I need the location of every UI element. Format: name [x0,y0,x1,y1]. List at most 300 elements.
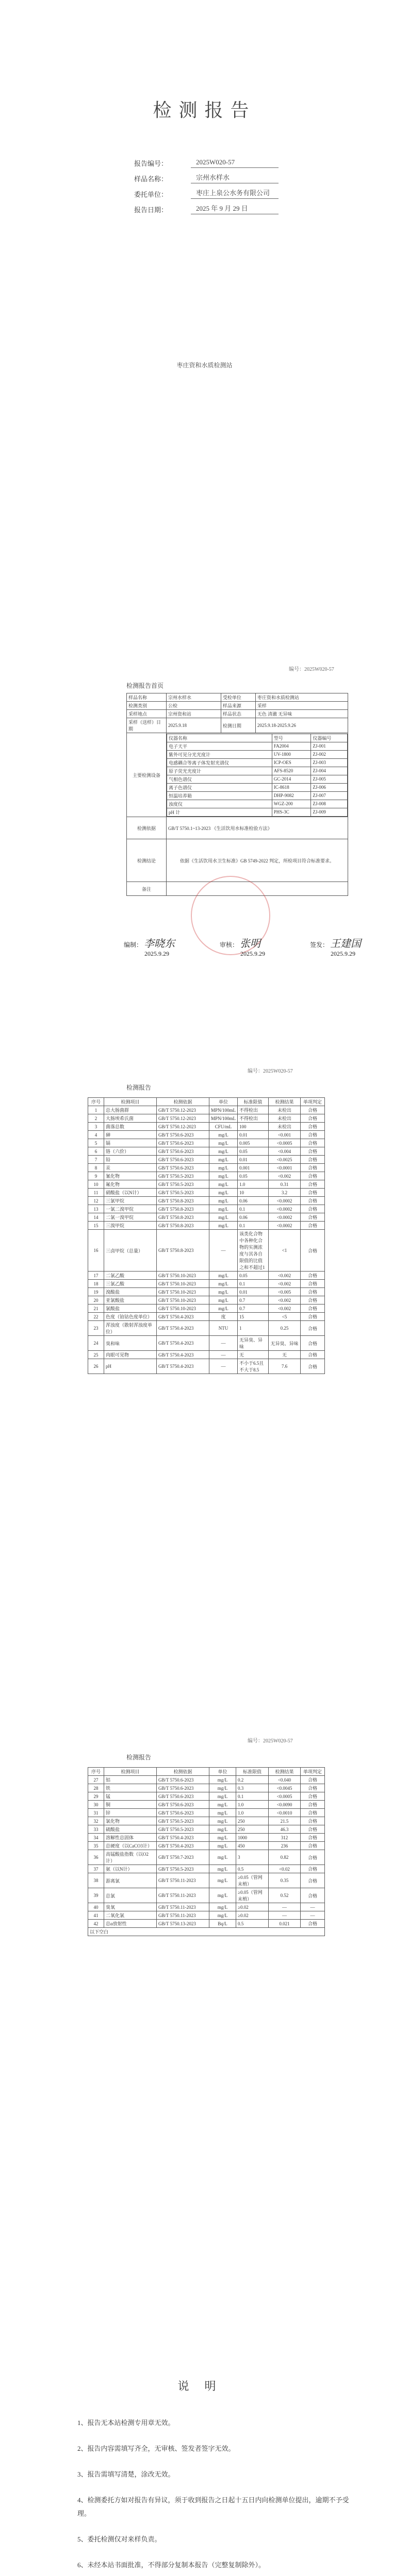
table-cell: 合格 [301,1222,325,1230]
table-cell: 合格 [301,1321,325,1336]
basis-row [127,817,348,839]
table-cell: GB/T 5750.4-2023 [157,1321,209,1336]
table-cell: 0.52 [269,1888,301,1903]
table-cell: mg/L [209,1776,236,1784]
table-row [88,1776,325,1784]
table-cell: 0.25 [269,1321,301,1336]
conclusion-value: 依据《生活饮用水卫生标准》GB 5749-2022 判定，所检项目符合标准要求。 [167,839,348,882]
summary-value: 采样 [255,702,348,710]
table-cell: — [209,1351,238,1359]
table-cell: 0.5 [236,1865,269,1873]
table-cell: 0.5 [236,1920,269,1928]
table-cell: 4 [88,1131,104,1139]
basis-label: 检测依据 [127,817,167,839]
page-number: 编号：2025W020-57 [248,1738,293,1744]
table-cell: 臭和味 [104,1336,157,1351]
table-cell: GB/T 5750.8-2023 [157,1213,209,1222]
table-cell: 总α放射性 [104,1920,157,1928]
cover-value: 2025 年 9 月 29 日 [191,203,279,214]
table-cell: <0.0002 [269,1205,301,1213]
table-cell: GB/T 5750.10-2023 [157,1304,209,1313]
table-cell: GB/T 5750.6-2023 [157,1784,209,1792]
table-cell: mg/L [209,1131,238,1139]
table-cell: 312 [269,1834,301,1842]
instrument-model: 型号 [272,734,311,742]
summary-table [126,693,348,896]
table-cell: 24 [88,1336,104,1351]
table-cell: 450 [236,1842,269,1850]
table-cell: 合格 [301,1825,325,1834]
note-item: 5、委托检测仅对来样负责。 [77,2535,161,2543]
table-cell: 合格 [301,1304,325,1313]
table-row [88,1888,325,1903]
table-cell: 合格 [301,1147,325,1156]
signer-date: 2025.9.29 [144,950,169,957]
table-cell: 0.3 [236,1784,269,1792]
table-cell: 合格 [301,1189,325,1197]
table-cell: 11 [88,1189,104,1197]
table-row [88,1920,325,1928]
table-cell: GB/T 5750.6-2023 [157,1164,209,1172]
table-row [88,1321,325,1336]
instrument-row [167,758,348,767]
table-cell: mg/L [209,1213,238,1222]
instrument-name: pH 计 [167,808,272,816]
note-item: 4、检测委托方如对报告有异议，须于收到报告之日起十五日内向检测单位提出，逾期不予受理。 [77,2496,349,2517]
table-cell: mg/L [209,1139,238,1147]
table-cell: <0.001 [269,1131,301,1139]
table-cell: 氨（以N计） [104,1865,157,1873]
table-cell: GB/T 5750.6-2023 [157,1792,209,1801]
table-cell: 三溴甲烷 [104,1222,157,1230]
note-item: 3、报告需填写清楚，涂改无效。 [77,2470,175,2478]
table-cell: 度 [209,1313,238,1321]
table-cell: 合格 [301,1172,325,1180]
table-row [88,1123,325,1131]
summary-value: 2025.9.18 [167,718,221,733]
table-cell: GB/T 5750.5-2023 [157,1189,209,1197]
table-cell: 未检出 [269,1123,301,1131]
table-row [88,1834,325,1842]
table-cell: 无 [269,1351,301,1359]
notes-title: 说明 [177,2380,232,2393]
table-row [88,1205,325,1213]
table-cell: 铝 [104,1776,157,1784]
table-cell: GB/T 5750.6-2023 [157,1156,209,1164]
table-cell: 硝酸盐（以N计） [104,1189,157,1197]
col-header: 标准限值 [238,1098,269,1106]
table-cell: GB/T 5750.10-2023 [157,1280,209,1288]
table-cell: mg/L [209,1792,236,1801]
signer-signature: 张明 [240,937,261,950]
table-cell: GB/T 5750.10-2023 [157,1272,209,1280]
table-cell: GB/T 5750.6-2023 [157,1131,209,1139]
table-cell: <0.0005 [269,1139,301,1147]
table-cell: 合格 [301,1336,325,1351]
table-cell: 18 [88,1280,104,1288]
table-row [88,1147,325,1156]
table-cell: 32 [88,1817,104,1825]
table-cell: 15 [238,1313,269,1321]
table-row [88,1288,325,1296]
table-cell: 合格 [301,1156,325,1164]
instrument-name: 恒温培养箱 [167,791,272,800]
table-cell: 0.7 [238,1296,269,1304]
page-number: 编号：2025W020-57 [248,1069,293,1074]
results-table-2 [88,1767,325,1936]
table-cell: mg/L [209,1147,238,1156]
summary-label: 受检单位 [221,693,255,702]
table-row [88,1272,325,1280]
table-cell: mg/L [209,1272,238,1280]
table-row [88,1106,325,1114]
summary-value: 宗州水样水 [167,693,221,702]
table-cell: 合格 [301,1123,325,1131]
instrument-id: ZJ-005 [311,775,348,783]
table-cell: pH [104,1359,157,1374]
table-row [88,1825,325,1834]
instrument-name: 原子荧光光度计 [167,767,272,775]
table-cell: mg/L [209,1801,236,1809]
table-cell: 0.01 [238,1288,269,1296]
table-row [88,1156,325,1164]
table-cell: 总大肠菌群 [104,1106,157,1114]
table-cell: 21.5 [269,1817,301,1825]
table-cell: mg/L [209,1911,236,1920]
table-cell: 36 [88,1850,104,1865]
instrument-row [167,808,348,816]
table-cell: 合格 [301,1230,325,1272]
col-header: 序号 [88,1768,104,1776]
results-header-row [88,1098,325,1106]
table-cell: GB/T 5750.4-2023 [157,1313,209,1321]
signer-signature: 王建国 [330,937,361,950]
table-cell: 37 [88,1865,104,1873]
signer-editor [124,935,175,958]
table-cell: <0.0002 [269,1222,301,1230]
instrument-model: ICP-OES [272,758,311,767]
table-cell: 合格 [301,1213,325,1222]
table-cell: GB/T 5750.8-2023 [157,1230,209,1272]
cover-row-sample-name [134,170,351,183]
table-row [88,1197,325,1205]
table-row [88,1842,325,1850]
table-cell: mg/L [209,1817,236,1825]
cover-row-report-no [134,155,351,168]
table-cell: — [269,1911,301,1920]
table-cell: 氯酸盐 [104,1304,157,1313]
table-cell: 0.7 [238,1304,269,1313]
table-cell: 1.0 [236,1809,269,1817]
table-cell: GB/T 5750.7-2023 [157,1850,209,1865]
table-cell: 15 [88,1222,104,1230]
table-cell: 0.1 [236,1792,269,1801]
table-cell: 合格 [301,1180,325,1189]
signer-date: 2025.9.29 [240,950,265,957]
table-cell: 三氯甲烷 [104,1197,157,1205]
table-cell: ≥0.02 [236,1911,269,1920]
table-cell: 氟化物 [104,1180,157,1189]
table-cell: CFU/mL [209,1123,238,1131]
summary-label: 样品来源 [221,702,255,710]
table-cell: 1.0 [238,1180,269,1189]
table-cell: 12 [88,1197,104,1205]
results-title: 检测报告 [126,1754,152,1761]
table-cell: 浑浊度（散射浑浊度单位） [104,1321,157,1336]
instrument-id: ZJ-006 [311,783,348,791]
table-cell: 合格 [301,1792,325,1801]
cover-label: 报告编号： [134,160,168,167]
end-note: 以下空白 [88,1928,325,1936]
table-cell: 25 [88,1351,104,1359]
table-row [88,1359,325,1374]
instrument-model: IC-8618 [272,783,311,791]
table-cell: mg/L [209,1865,236,1873]
col-header: 单项判定 [301,1768,325,1776]
table-cell: ≥0.05（管网末梢） [236,1873,269,1888]
results-table-1 [88,1097,325,1374]
table-cell: 21 [88,1304,104,1313]
table-cell: 合格 [301,1205,325,1213]
table-cell: 二氯乙酸 [104,1272,157,1280]
instrument-name: 气相色谱仪 [167,775,272,783]
table-cell: mg/L [209,1888,236,1903]
table-row [88,1213,325,1222]
table-cell: GB/T 5750.8-2023 [157,1205,209,1213]
table-cell: 二氧化氯 [104,1911,157,1920]
table-cell: 合格 [301,1296,325,1304]
instrument-model: UV-1800 [272,750,311,758]
table-cell: mg/L [209,1842,236,1850]
summary-label: 检测日期 [221,718,255,733]
table-cell: 16 [88,1230,104,1272]
table-cell: 汞 [104,1164,157,1172]
table-cell: 20 [88,1296,104,1304]
table-cell: GB/T 5750.4-2023 [157,1834,209,1842]
table-cell: 2 [88,1114,104,1123]
signer-label: 签发： [309,941,329,948]
table-cell: 5 [88,1139,104,1147]
table-cell: 菌落总数 [104,1123,157,1131]
table-cell: 100 [238,1123,269,1131]
table-cell: 该类化合物中各种化合物的实测浓度与其各自限值的比值之和不超过1 [238,1230,269,1272]
table-cell: mg/L [209,1288,238,1296]
cover-value: 2025W020-57 [191,158,279,168]
table-cell: 9 [88,1172,104,1180]
col-header: 检测结果 [269,1098,301,1106]
summary-value: 无色 清澈 无异味 [255,710,348,718]
table-cell: mg/L [209,1809,236,1817]
col-header: 单项判定 [301,1098,325,1106]
table-cell: 砷 [104,1131,157,1139]
table-cell: 三卤甲烷（总量） [104,1230,157,1272]
table-cell: 0.2 [236,1776,269,1784]
table-cell: 合格 [301,1873,325,1888]
table-cell: <0.0005 [269,1792,301,1801]
table-cell: GB/T 5750.10-2023 [157,1288,209,1296]
report-title: 检测报告 [153,100,256,121]
table-cell: 0.06 [238,1197,269,1205]
table-cell: 大肠埃希氏菌 [104,1114,157,1123]
table-cell: 合格 [301,1131,325,1139]
cover-row-client [134,185,351,199]
table-cell: <0.002 [269,1304,301,1313]
table-cell: 亚氯酸盐 [104,1296,157,1304]
table-cell: <0.002 [269,1172,301,1180]
table-cell: 34 [88,1834,104,1842]
table-cell: <0.0002 [269,1197,301,1205]
table-cell: 46.3 [269,1825,301,1834]
cover-value: 枣庄上泉公水务有限公司 [191,188,279,199]
table-cell: 合格 [301,1801,325,1809]
col-header: 检测结果 [269,1768,301,1776]
col-header: 单位 [209,1768,236,1776]
table-cell: 合格 [301,1842,325,1850]
table-cell: — [209,1336,238,1351]
table-cell: 未检出 [269,1114,301,1123]
results-end-row [88,1928,325,1936]
instrument-row [167,767,348,775]
table-cell: 锰 [104,1792,157,1801]
table-cell: 合格 [301,1164,325,1172]
table-cell: 合格 [301,1809,325,1817]
table-cell: 臭氧 [104,1903,157,1911]
instruments-row [127,733,348,817]
table-cell: 合格 [301,1817,325,1825]
table-cell: 14 [88,1213,104,1222]
table-cell: 总硬度（以CaCO3计） [104,1842,157,1850]
table-cell: <0.0001 [269,1164,301,1172]
table-cell: 未检出 [269,1106,301,1114]
instrument-row [167,750,348,758]
table-cell: GB/T 5750.10-2023 [157,1296,209,1304]
table-cell: 不得检出 [238,1114,269,1123]
table-cell: 35 [88,1842,104,1850]
results-title: 检测报告 [126,1084,152,1091]
basis-value: GB/T 5750.1~13-2023 《生活饮用水标准检验方法》 [167,817,348,839]
table-cell: 13 [88,1205,104,1213]
table-cell: 合格 [301,1351,325,1359]
table-cell: mg/L [209,1784,236,1792]
instrument-name: 浊度仪 [167,800,272,808]
results-header-row [88,1768,325,1776]
instrument-row [167,791,348,800]
table-cell: 3 [88,1123,104,1131]
table-cell: 合格 [301,1920,325,1928]
table-cell: 0.05 [238,1172,269,1180]
table-cell: 19 [88,1288,104,1296]
table-cell: 0.82 [269,1850,301,1865]
note-item: 2、报告内容需填写齐全，无审核、签发者签字无效。 [77,2445,235,2452]
table-cell: 17 [88,1272,104,1280]
instrument-name: 电子天平 [167,742,272,750]
summary-label: 检测类别 [127,702,167,710]
signer-date: 2025.9.29 [330,950,355,957]
table-cell: 1000 [236,1834,269,1842]
table-cell: 镉 [104,1139,157,1147]
table-row [88,1351,325,1359]
table-cell: mg/L [209,1222,238,1230]
col-header: 单位 [209,1098,238,1106]
table-cell: GB/T 5750.5-2023 [157,1172,209,1180]
instrument-id: ZJ-009 [311,808,348,816]
table-cell: GB/T 5750.5-2023 [157,1180,209,1189]
table-cell: 不小于6.5且不大于8.5 [238,1359,269,1374]
table-cell: <0.0045 [269,1784,301,1792]
table-cell: mg/L [209,1834,236,1842]
table-cell: ≥0.02 [236,1903,269,1911]
table-cell: 26 [88,1359,104,1374]
table-row [88,1114,325,1123]
table-row [88,1131,325,1139]
cover-label: 委托单位： [134,191,168,198]
instrument-model: DHP-9082 [272,791,311,800]
table-cell: GB/T 5750.6-2023 [157,1801,209,1809]
summary-value: 公检 [167,702,221,710]
table-cell: GB/T 5750.11-2023 [157,1888,209,1903]
table-cell: GB/T 5750.11-2023 [157,1903,209,1911]
table-cell: <0.004 [269,1147,301,1156]
table-cell: 合格 [301,1313,325,1321]
instrument-row [167,742,348,750]
results-grid [88,1097,325,1374]
table-cell: Bq/L [209,1920,236,1928]
table-row [88,1865,325,1873]
table-cell: 溶解性总固体 [104,1834,157,1842]
table-cell: mg/L [209,1825,236,1834]
table-cell: 铬（六价） [104,1147,157,1156]
instrument-model: WGZ-200 [272,800,311,808]
table-cell: 一氯二溴甲烷 [104,1205,157,1213]
table-row [88,1139,325,1147]
table-cell: 22 [88,1313,104,1321]
table-row [88,1336,325,1351]
table-cell: 1.0 [236,1801,269,1809]
table-cell: <0.0002 [269,1213,301,1222]
table-row [88,1172,325,1180]
table-cell: GB/T 5750.6-2023 [157,1776,209,1784]
table-cell: 合格 [301,1197,325,1205]
table-cell: 铜 [104,1801,157,1809]
instrument-model: PHS-3C [272,808,311,816]
cover-value: 宗州水样水 [191,172,279,183]
table-row [88,1296,325,1304]
table-cell: — [269,1903,301,1911]
table-cell: <5 [269,1313,301,1321]
table-cell: GB/T 5750.12-2023 [157,1106,209,1114]
table-cell: <0.0010 [269,1809,301,1817]
table-cell: GB/T 5750.11-2023 [157,1873,209,1888]
table-cell: 合格 [301,1272,325,1280]
table-cell: GB/T 5750.4-2023 [157,1351,209,1359]
instrument-id: ZJ-008 [311,800,348,808]
summary-row [127,702,348,710]
table-cell: 236 [269,1842,301,1850]
table-cell: mg/L [209,1180,238,1189]
table-cell: 40 [88,1903,104,1911]
signer-reviewer [220,935,265,958]
instrument-name: 紫外可见分光光度计 [167,750,272,758]
table-cell: 0.021 [269,1920,301,1928]
table-row [88,1817,325,1825]
table-cell: mg/L [209,1850,236,1865]
table-row [88,1280,325,1288]
table-row [88,1222,325,1230]
table-cell: 合格 [301,1359,325,1374]
table-cell: mg/L [209,1280,238,1288]
table-cell: GB/T 5750.12-2023 [157,1114,209,1123]
table-row [88,1801,325,1809]
